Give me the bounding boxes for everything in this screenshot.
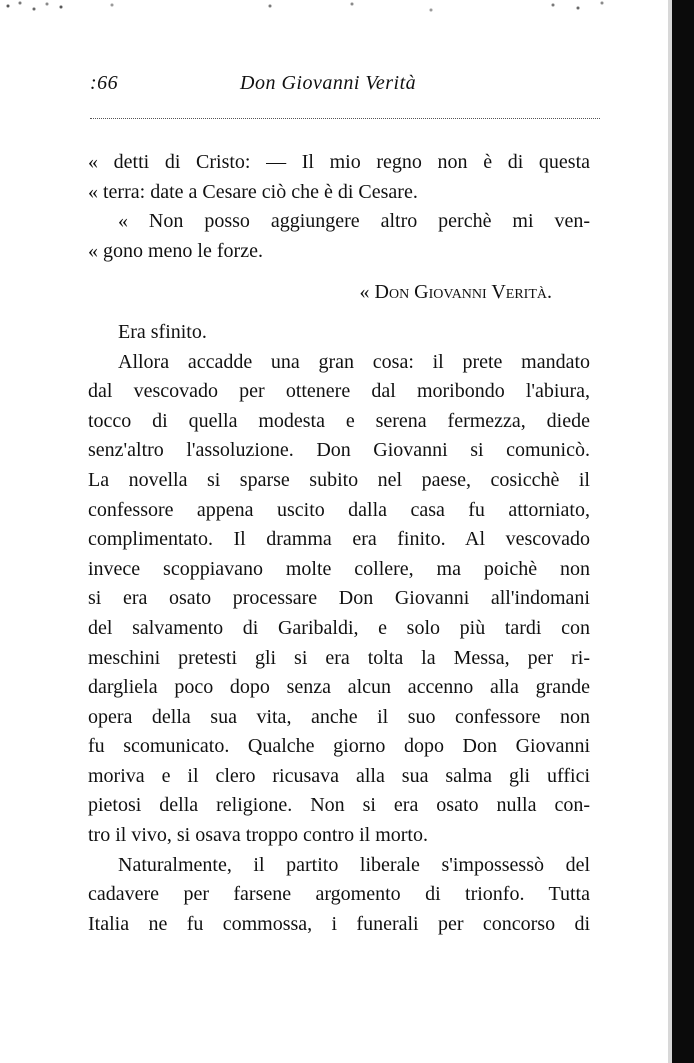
paragraph-line: opera della sua vita, anche il suo confessore non: [88, 705, 590, 728]
paragraph-line: del salvamento di Garibaldi, e solo più tardi con: [88, 616, 590, 639]
page-number: :66: [90, 72, 119, 94]
paragraph-line: La novella si sparse subito nel paese, cosicchè il: [88, 468, 590, 491]
quote-line: « terra: date a Cesare ciò che è di Cesare.: [88, 180, 418, 203]
paragraph-line: tro il vivo, si osava troppo contro il morto.: [88, 824, 428, 847]
quote-line: « gono meno le forze.: [88, 239, 263, 262]
page-header: [90, 72, 600, 102]
quote-line: « Non posso aggiungere altro perchè mi ven-: [118, 210, 590, 233]
paragraph-line: Naturalmente, il partito liberale s'impossessò del: [118, 853, 590, 876]
paragraph-line: Italia ne fu commossa, i funerali per concorso di: [88, 912, 590, 935]
paragraph-line: si era osato processare Don Giovanni all'indomani: [88, 587, 590, 610]
paragraph-line: invece scoppiavano molte collere, ma poichè non: [88, 557, 590, 580]
top-edge-speckle: [0, 0, 668, 18]
paragraph-line: Era sfinito.: [118, 320, 207, 343]
paragraph-line: moriva e il clero ricusava alla sua salma gli uffici: [88, 764, 590, 787]
paragraph-line: dargliela poco dopo senza alcun accenno alla grande: [88, 676, 590, 699]
paragraph-line: senz'altro l'assoluzione. Don Giovanni si comunicò.: [88, 439, 590, 462]
running-title: Don Giovanni Verità: [240, 72, 417, 94]
paragraph-line: cadavere per farsene argomento di trionfo. Tutta: [88, 883, 590, 906]
paragraph-line: complimentato. Il dramma era finito. Al vescovado: [88, 528, 590, 551]
paragraph-line: dal vescovado per ottenere dal moribondo l'abiura,: [88, 380, 590, 403]
paragraph-line: pietosi della religione. Non si era osato nulla con-: [88, 794, 590, 817]
header-rule: [90, 118, 600, 119]
paragraph-line: confessore appena uscito dalla casa fu attorniato,: [88, 498, 590, 521]
page-edge-gap: [668, 0, 672, 1063]
paragraph-line: fu scomunicato. Qualche giorno dopo Don Giovanni: [88, 735, 590, 758]
paragraph-line: tocco di quella modesta e serena fermezza, diede: [88, 409, 590, 432]
page-text: [88, 148, 590, 939]
paragraph-line: Allora accadde una gran cosa: il prete mandato: [118, 350, 590, 373]
quote-line: « detti di Cristo: — Il mio regno non è di questa: [88, 151, 590, 173]
quote-signature: « Don Giovanni Verità.: [359, 281, 552, 304]
paragraph-line: meschini pretesti gli si era tolta la Messa, per ri-: [88, 646, 590, 669]
